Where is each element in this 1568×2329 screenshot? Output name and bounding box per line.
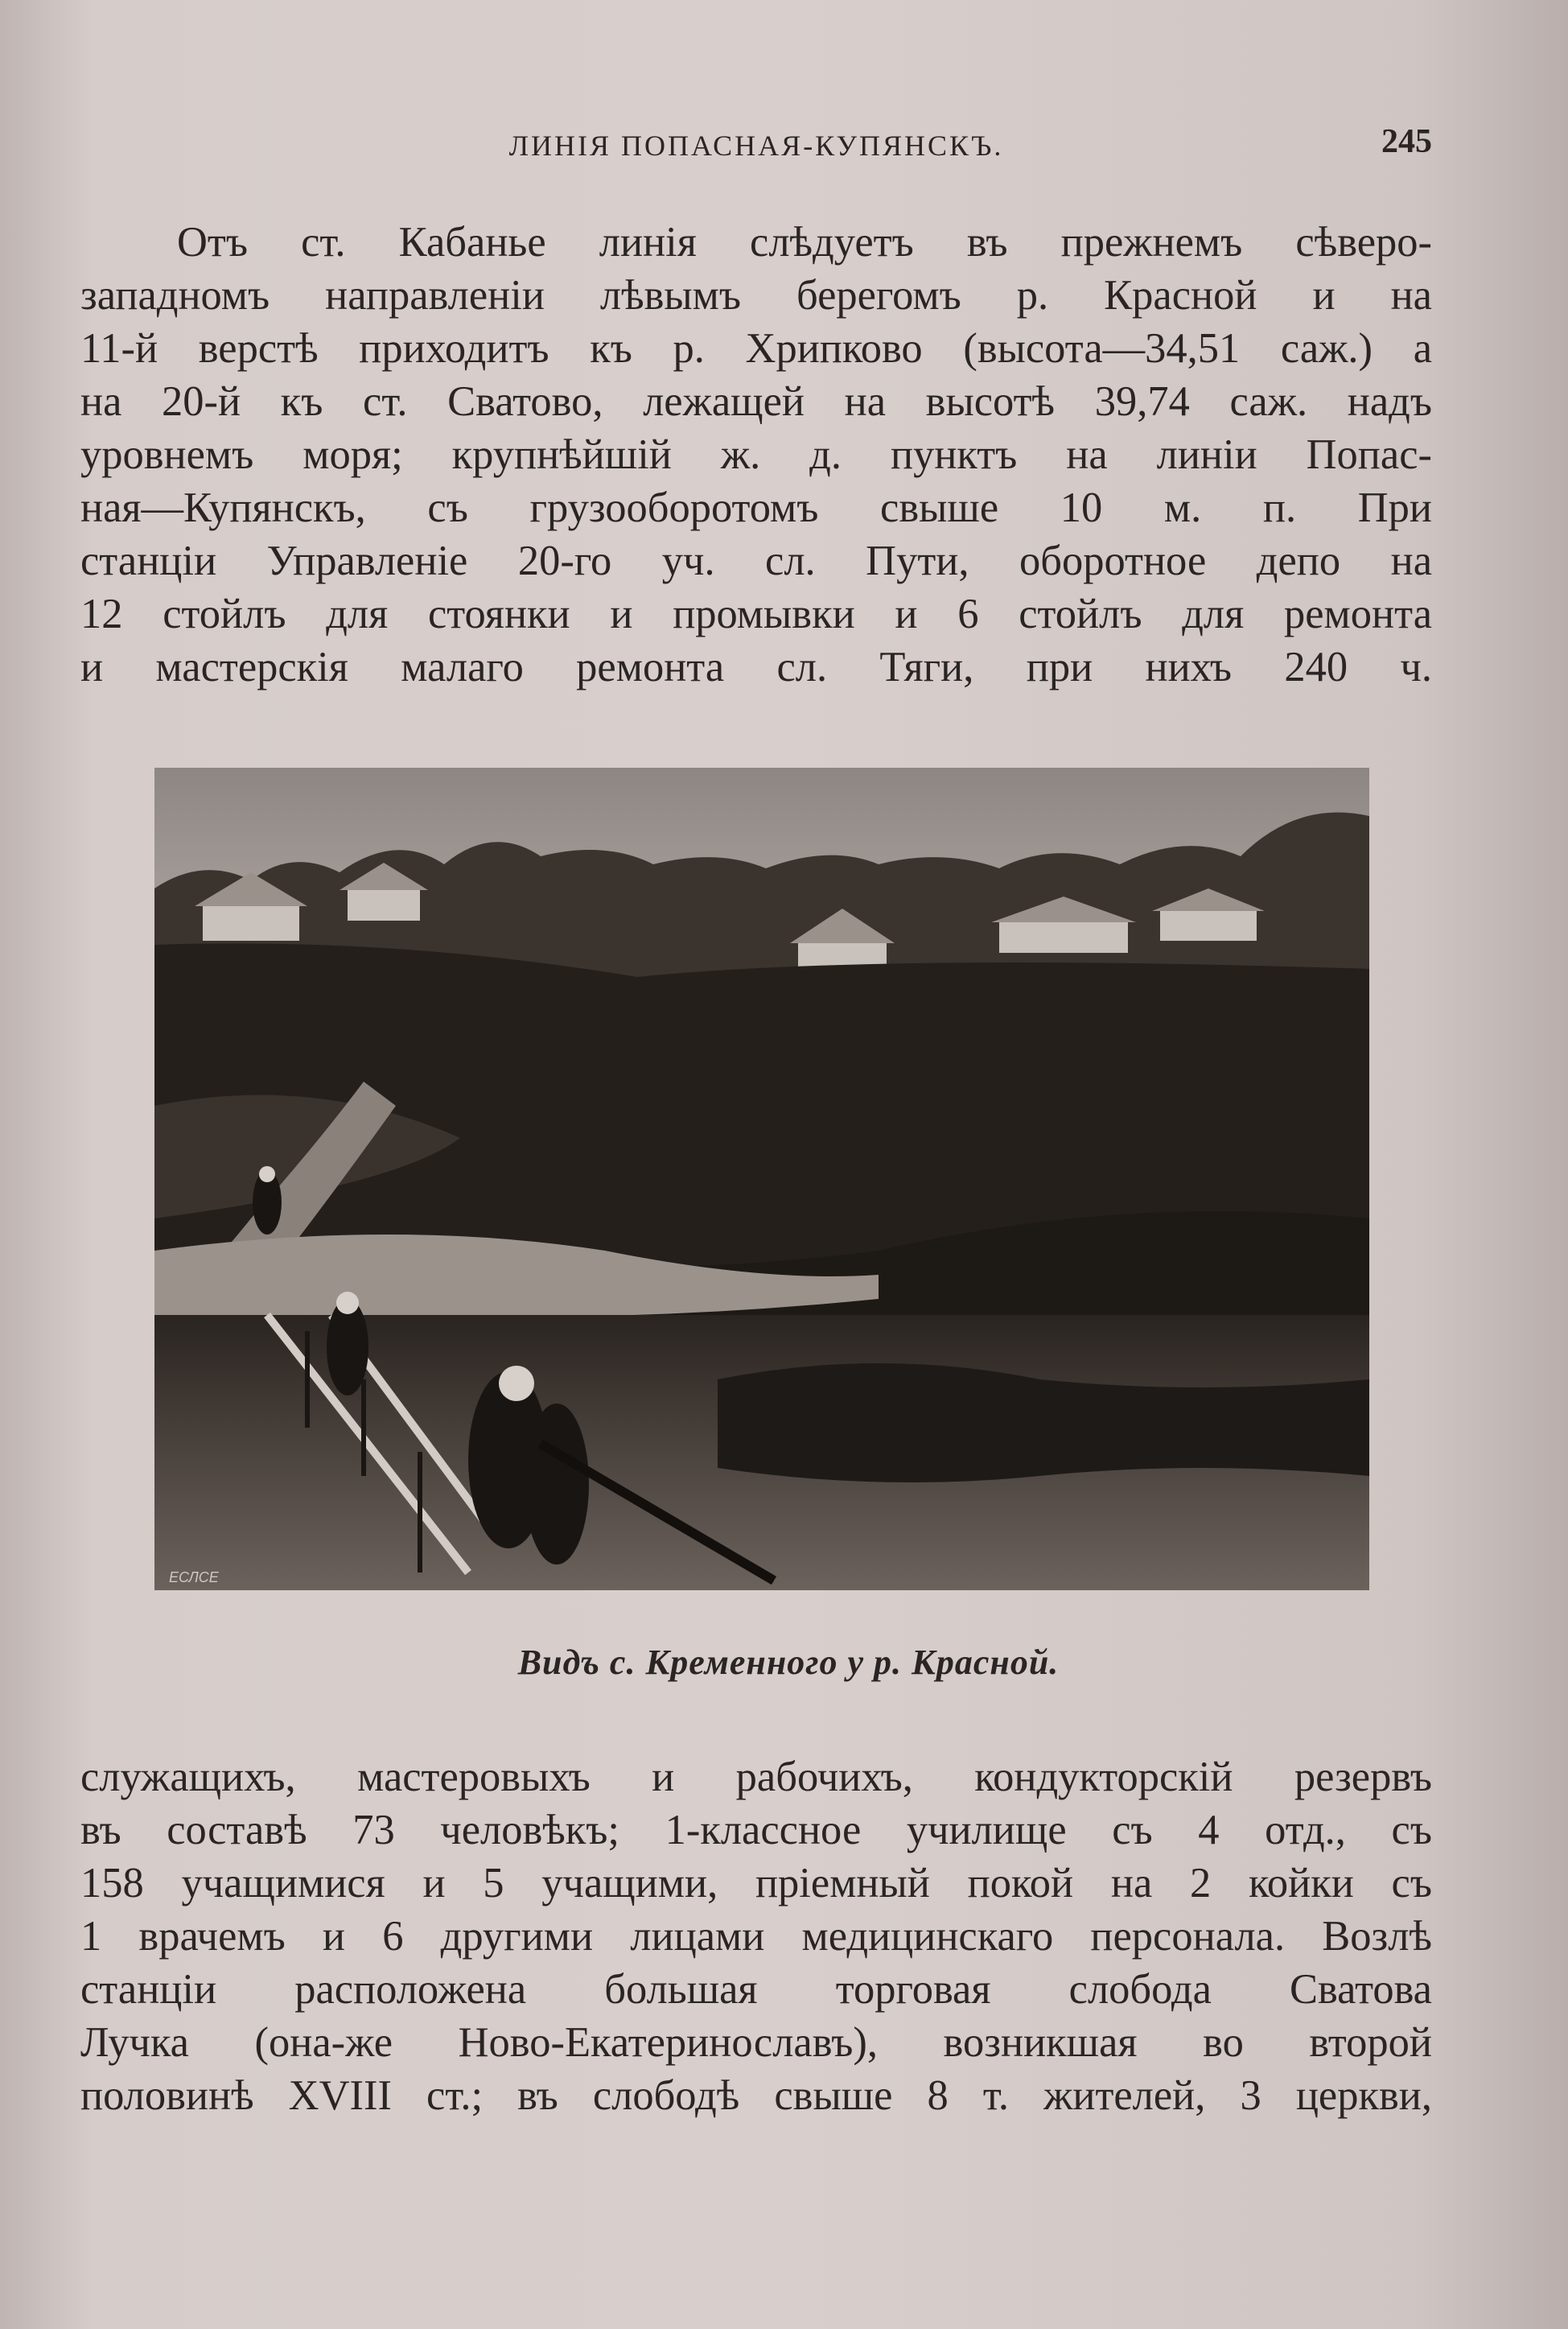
text-line: станціи Управленіе 20-го уч. сл. Пути, оборотное депо на bbox=[80, 538, 1432, 584]
village-river-photograph bbox=[154, 768, 1369, 1590]
running-head: ЛИНІЯ ПОПАСНАЯ-КУПЯНСКЪ. bbox=[508, 130, 1004, 162]
text-line: Лучка (она-же Ново-Екатеринославъ), возникшая во второй bbox=[80, 2019, 1432, 2066]
text-line: ная—Купянскъ, съ грузооборотомъ свыше 10 м. п. При bbox=[80, 484, 1432, 531]
paragraph-1 bbox=[80, 216, 1432, 694]
text-line: и мастерскія малаго ремонта сл. Тяги, при нихъ 240 ч. bbox=[80, 644, 1432, 690]
text-line: уровнемъ моря; крупнѣйшій ж. д. пунктъ на линіи Попас- bbox=[80, 431, 1432, 478]
figure-caption: Видъ с. Кременного у р. Красной. bbox=[517, 1643, 1060, 1682]
text-line: Отъ ст. Кабанье линія слѣдуетъ въ прежнемъ сѣверо- bbox=[177, 219, 1432, 266]
page-number: 245 bbox=[1381, 123, 1432, 160]
text-line: служащихъ, мастеровыхъ и рабочихъ, кондукторскій резервъ bbox=[80, 1754, 1432, 1800]
text-line: на 20-й къ ст. Сватово, лежащей на высотѣ 39,74 саж. надъ bbox=[80, 378, 1432, 425]
engraver-mark: ЕСЛСЕ bbox=[169, 1569, 219, 1585]
text-line: 158 учащимися и 5 учащими, пріемный покой на 2 койки съ bbox=[80, 1860, 1432, 1906]
paragraph-2 bbox=[80, 1750, 1432, 2122]
text-line: 1 врачемъ и 6 другими лицами медицинскаго персонала. Возлѣ bbox=[80, 1913, 1432, 1960]
text-line: половинѣ XVIII ст.; въ слободѣ свыше 8 т. жителей, 3 церкви, bbox=[80, 2072, 1432, 2119]
text-line: 12 стойлъ для стоянки и промывки и 6 стойлъ для ремонта bbox=[80, 591, 1432, 637]
text-line: западномъ направленіи лѣвымъ берегомъ р. Красной и на bbox=[80, 272, 1432, 319]
text-line: въ составѣ 73 человѣкъ; 1-классное училище съ 4 отд., съ bbox=[80, 1807, 1432, 1853]
text-line: 11-й верстѣ приходитъ къ р. Хрипково (высота—34,51 саж.) а bbox=[80, 325, 1432, 372]
text-line: станціи расположена большая торговая слобода Сватова bbox=[80, 1966, 1432, 2013]
